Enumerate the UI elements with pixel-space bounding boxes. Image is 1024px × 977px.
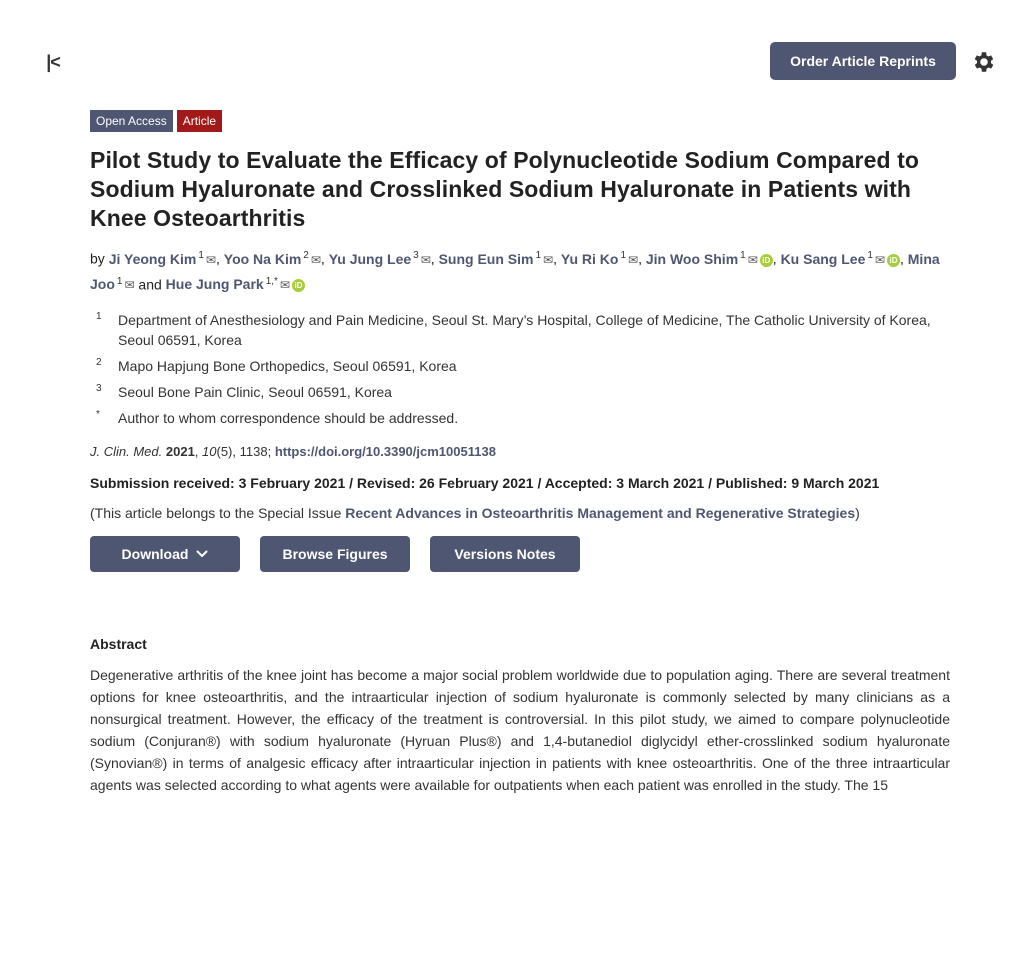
affiliation-item: [90, 382, 950, 402]
abstract-heading: Abstract: [90, 636, 147, 653]
author: [561, 251, 638, 267]
orcid-icon[interactable]: iD: [760, 254, 773, 267]
orcid-icon[interactable]: iD: [292, 279, 305, 292]
authors-and: and: [134, 276, 166, 293]
download-label: Download: [121, 546, 189, 563]
badges: [90, 110, 950, 132]
affiliation-item: [90, 310, 950, 350]
authors-prefix: by: [90, 250, 109, 267]
author-name[interactable]: Yoo Na Kim: [223, 250, 302, 267]
affiliation-text: Seoul Bone Pain Clinic, Seoul 06591, Korea: [118, 384, 392, 401]
chevron-down-icon: [196, 550, 208, 558]
special-issue-link[interactable]: Recent Advances in Osteoarthritis Management and Regenerative Strategies: [345, 505, 856, 522]
article-type-badge: Article: [177, 110, 222, 132]
author: [781, 251, 900, 267]
affiliation-text: Mapo Hapjung Bone Orthopedics, Seoul 06591, Korea: [118, 358, 457, 375]
email-icon[interactable]: ✉: [874, 252, 885, 267]
email-icon[interactable]: ✉: [628, 252, 639, 267]
email-icon[interactable]: ✉: [205, 252, 216, 267]
author-affiliation-sup: 3: [413, 250, 419, 261]
author-affiliation-sup: 2: [303, 250, 309, 261]
affiliation-number: 3: [96, 383, 102, 395]
affiliations-list: [90, 310, 950, 428]
affiliation-item: [90, 356, 950, 376]
author-affiliation-sup: 1: [116, 275, 123, 287]
author: [646, 251, 773, 267]
email-icon[interactable]: ✉: [124, 278, 135, 293]
doi-link[interactable]: https://doi.org/10.3390/jcm10051138: [274, 444, 496, 460]
author-name[interactable]: Ji Yeong Kim: [108, 250, 197, 267]
download-button[interactable]: [90, 536, 240, 572]
author-affiliation-sup: 1: [198, 250, 204, 261]
special-issue-suffix: ): [855, 505, 860, 522]
author-name[interactable]: Sung Eun Sim: [438, 250, 534, 267]
email-icon[interactable]: ✉: [747, 252, 758, 267]
author-name[interactable]: Jin Woo Shim: [645, 250, 739, 267]
email-icon[interactable]: ✉: [279, 278, 290, 293]
author-name[interactable]: Yu Jung Lee: [328, 250, 412, 267]
author-affiliation-sup: 1: [867, 250, 873, 261]
special-issue-prefix: (This article belongs to the Special Issue: [90, 505, 342, 522]
author: [166, 276, 305, 292]
author: [224, 251, 321, 267]
author-affiliation-sup: 1: [620, 250, 626, 261]
email-icon[interactable]: ✉: [543, 252, 554, 267]
collapse-left-icon[interactable]: |<: [46, 51, 60, 72]
open-access-badge: Open Access: [90, 110, 173, 132]
citation-issue: (5), 1138;: [216, 444, 272, 460]
orcid-icon[interactable]: iD: [887, 254, 900, 267]
article-header: [90, 110, 950, 840]
author: [329, 251, 431, 267]
order-reprints-button[interactable]: Order Article Reprints: [770, 42, 956, 80]
author-affiliation-sup: 1: [740, 250, 746, 261]
special-issue-note: [90, 503, 950, 524]
author-name[interactable]: Hue Jung Park: [165, 276, 264, 293]
email-icon[interactable]: ✉: [420, 252, 431, 267]
affiliation-number: *: [96, 409, 100, 421]
article-title: Pilot Study to Evaluate the Efficacy of Polynucleotide Sodium Compared to Sodium Hyaluronate and Crosslinked Sodium Hyaluronate in Patients with Knee Osteoarthritis: [90, 147, 920, 231]
author-affiliation-sup: 1: [535, 250, 542, 261]
citation: J. Clin. Med. 2021, 10(5), 1138; https://doi.org/10.3390/jcm10051138: [90, 444, 496, 460]
author-list: by Ji Yeong Kim $^1$ ✉, Yoo Na Kim $^2$ ✉, Yu Jung Lee $^3$ ✉, Sung Eun Sim $^1$ ✉, Yu Ri Ko $^1$ ✉, Jin Woo Shim $^1$ ✉ iD , Ku Sang Lee $^1$ ✉ iD , Mina Joo $^1$ ✉ and Hue Jung Park $^{1,*}$ ✉ iD: [90, 245, 950, 296]
affiliation-text: Department of Anesthesiology and Pain Medicine, Seoul St. Mary’s Hospital, College of Medicine, The Catholic University of Korea, Seoul 06591, Korea: [118, 312, 931, 349]
author-name[interactable]: Yu Ri Ko: [560, 250, 619, 267]
affiliation-item: [90, 408, 950, 428]
author: [439, 251, 554, 267]
citation-volume: 10: [202, 444, 217, 460]
action-buttons: [90, 536, 950, 572]
publication-dates: Submission received: 3 February 2021 / Revised: 26 February 2021 / Accepted: 3 March 2021 / Published: 9 March 2021: [90, 475, 880, 492]
gear-icon[interactable]: [971, 49, 997, 75]
author-name[interactable]: Mina Joo: [90, 250, 940, 293]
affiliation-text: Author to whom correspondence should be addressed.: [118, 410, 459, 427]
citation-year: 2021: [165, 444, 195, 460]
journal-name: J. Clin. Med.: [90, 444, 163, 460]
affiliation-number: 2: [96, 357, 102, 369]
email-icon[interactable]: ✉: [310, 252, 321, 267]
affiliation-number: 1: [96, 311, 102, 323]
versions-notes-button[interactable]: Versions Notes: [430, 536, 580, 572]
author-affiliation-sup: 1,*: [265, 275, 278, 287]
author-name[interactable]: Ku Sang Lee: [780, 250, 866, 267]
abstract-text: Degenerative arthritis of the knee joint has become a major social problem worldwide due to population aging. There are several treatment options for knee osteoarthritis, and the intraarticular injection of sodium hyaluronate is commonly selected by many clinicians as a nonsurgical treatment. However, the efficacy of the treatment is controversial. In this pilot study, we aimed to compare polynucleotide sodium (Conjuran®) with sodium hyaluronate (Hyruan Plus®) and 1,4-butanediol diglycidyl ether-crosslinked sodium hyaluronate (Synovian®) in terms of analgesic efficacy after intraarticular injection in patients with knee osteoarthritis. One of the three intraarticular agents was selected according to what agents were available for outpatients when each patient was enrolled in the study. The 15: [90, 667, 950, 794]
browse-figures-button[interactable]: Browse Figures: [260, 536, 410, 572]
author: [109, 251, 216, 267]
